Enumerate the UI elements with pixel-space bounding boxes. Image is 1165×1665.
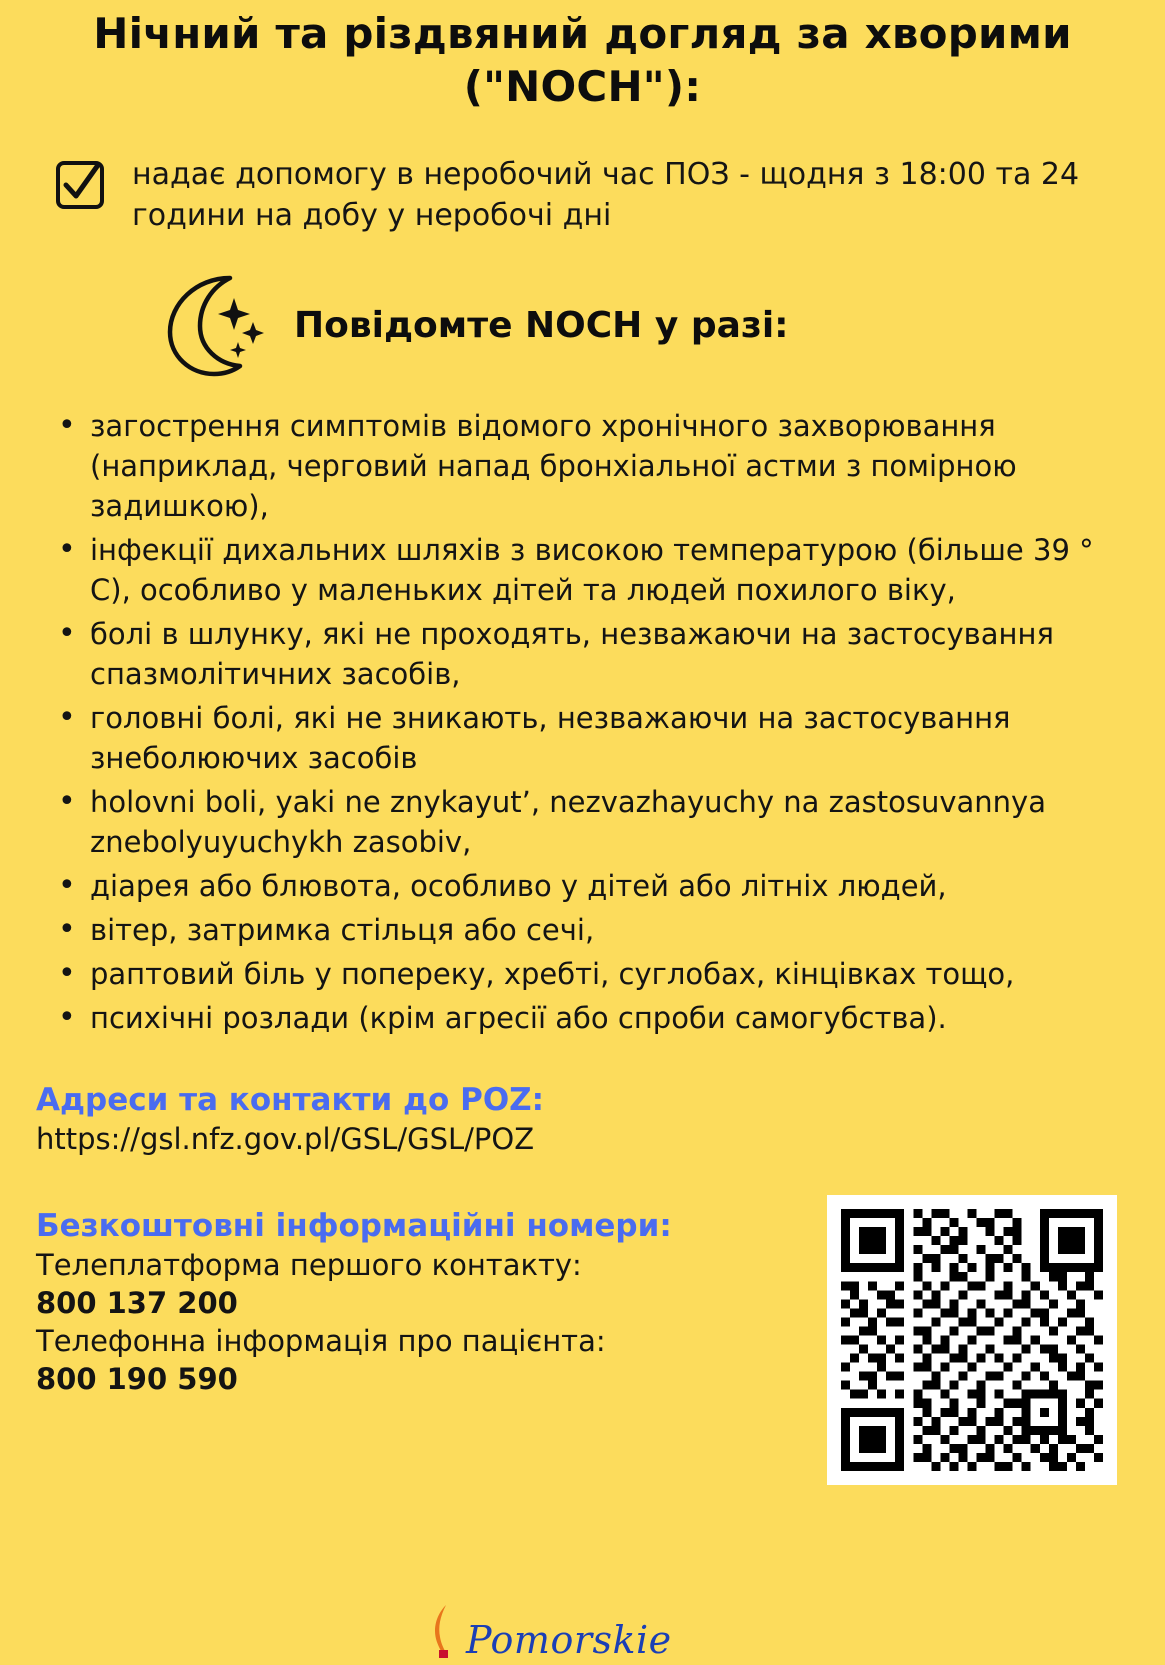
crescent-moon-stars-icon [152,270,270,380]
list-item: • інфекції дихальних шляхів з високою температурою (більше 39 ° С), особливо у маленьких дітей та людей похилого віку, [40,530,1123,610]
checkbox-checked-icon [54,159,106,211]
numbers-heading: Безкоштовні інформаційні номери: [36,1208,672,1245]
teleplatform-number[interactable]: 800 137 200 [36,1286,238,1321]
list-item: • раптовий біль у попереку, хребті, суглобах, кінцівках тощо, [40,954,1123,994]
list-item: • головні болі, які не зникають, незважаючи на застосування знеболюючих засобів [40,698,1123,778]
list-item: • болі в шлунку, які не проходять, незважаючи на застосування спазмолітичних засобів, [40,614,1123,694]
list-item: • holovni boli, yaki ne znykayut’, nezvazhayuchy na zastosuvannya znebolyuyuchykh zasobiv, [40,782,1123,862]
pomorskie-logo [430,1603,672,1662]
logo-text: Pomorskie [466,1618,672,1662]
addresses-url[interactable]: https://gsl.nfz.gov.pl/GSL/GSL/POZ [36,1122,535,1157]
availability-text: надає допомогу в неробочий час ПОЗ - щодня з 18:00 та 24 години на добу у неробочі дні [132,157,1080,233]
patient-info-number[interactable]: 800 190 590 [36,1362,238,1397]
addresses-heading: Адреси та контакти до POZ: [36,1082,545,1119]
patient-info-label: Телефонна інформація про пацієнта: [36,1324,606,1359]
list-item: • психічні розлади (крім агресії або спроби самогубства). [40,998,1123,1038]
list-item: • загострення симптомів відомого хронічного захворювання (наприклад, черговий напад бронхіальної астми з помірною задишкою), [40,406,1123,526]
notify-heading: Повідомте NOCH у разі: [294,304,789,346]
qr-code[interactable] [827,1195,1117,1485]
list-item: • діарея або блювота, особливо у дітей або літніх людей, [40,866,1123,906]
addresses-section [32,1082,1133,1156]
page-title: Нічний та різдвяний догляд за хворими ("NOCH"): [93,9,1072,111]
list-item: • вітер, затримка стільця або сечі, [40,910,1123,950]
availability-row [32,155,1133,236]
symptom-list [32,406,1133,1038]
notify-row [32,270,1133,380]
flame-icon [430,1603,460,1659]
teleplatform-label: Телеплатформа першого контакту: [36,1248,582,1283]
